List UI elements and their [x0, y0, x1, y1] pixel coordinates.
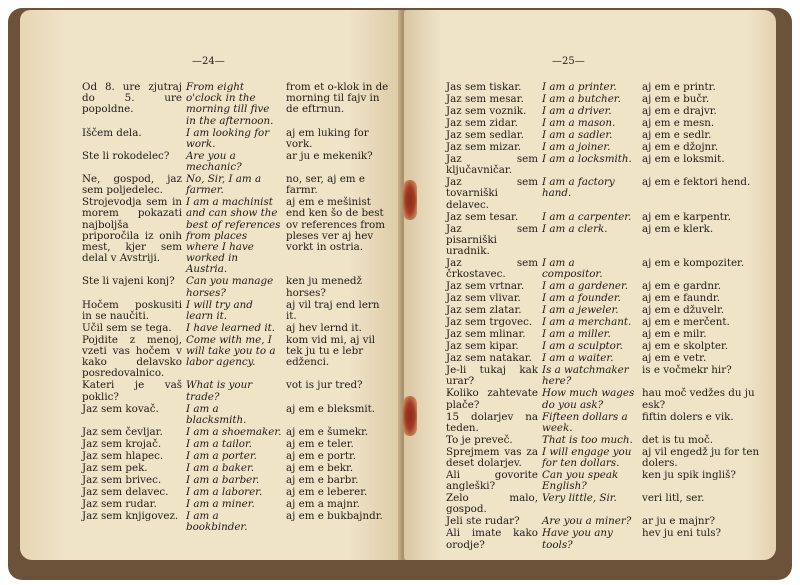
english-phrase: I am a shoemaker.: [186, 425, 282, 438]
english-phrase: I am a clerk.: [542, 222, 608, 235]
slovene-phrase: Hočem poskusiti in se naučiti.: [82, 298, 182, 322]
slovene-phrase: Jeli ste rudar?: [446, 515, 520, 528]
english-phrase: Very little, Sir.: [542, 492, 617, 505]
phrase-row: [82, 487, 392, 498]
pronunciation: aj em e portr.: [286, 449, 357, 462]
english-phrase: I am a butcher.: [542, 93, 621, 105]
slovene-phrase: 15 dolarjev na teden.: [446, 410, 538, 434]
phrase-row: [446, 412, 764, 434]
phrase-row: [446, 493, 764, 515]
phrase-row: [446, 516, 764, 527]
right-entries: [446, 82, 764, 552]
phrase-row: [446, 470, 764, 492]
phrase-row: [446, 281, 764, 292]
slovene-phrase: Jaz sem mlinar.: [446, 328, 526, 341]
english-phrase: I am a merchant.: [542, 316, 632, 329]
pronunciation: aj hev lernd it.: [286, 321, 362, 334]
phrase-row: [446, 447, 764, 469]
pronunciation: aj em e bleksmit.: [286, 402, 376, 415]
left-page: [20, 10, 402, 560]
phrase-row: [82, 380, 392, 402]
english-phrase: I am a carpenter.: [542, 210, 632, 223]
pronunciation: hev ju eni tuls?: [642, 527, 722, 540]
english-phrase: That is too much.: [542, 433, 633, 446]
slovene-phrase: Jaz sem rudar.: [82, 497, 157, 510]
pronunciation: aj em e klerk.: [642, 222, 714, 235]
slovene-phrase: Ste li rokodelec?: [82, 149, 170, 162]
pronunciation: aj em e sedlr.: [642, 129, 712, 141]
english-phrase: I have learned it.: [186, 321, 276, 334]
phrase-row: [82, 151, 392, 173]
phrase-row: [446, 154, 764, 176]
phrase-row: [446, 224, 764, 258]
phrase-row: [446, 329, 764, 340]
english-phrase: Have you any tools?: [542, 527, 613, 551]
phrase-row: [446, 118, 764, 129]
english-phrase: How much wages do you ask?: [542, 387, 635, 411]
phrase-row: [446, 94, 764, 105]
english-phrase: I am a tailor.: [186, 437, 253, 450]
slovene-phrase: Ali govorite angleški?: [446, 469, 538, 493]
pronunciation: det is tu moč.: [642, 433, 713, 446]
english-phrase: Come with me, I will take you to a labor agency.: [186, 333, 276, 369]
pronunciation: aj vil traj end lern it.: [286, 298, 380, 322]
phrase-row: [82, 174, 392, 196]
slovene-phrase: Sprejmem vas za deset dolarjev.: [446, 445, 538, 470]
phrase-row: [82, 499, 392, 510]
slovene-phrase: Jaz sem zidar.: [446, 117, 518, 129]
slovene-phrase: Jaz sem trgovec.: [446, 316, 533, 329]
english-phrase: I am a miner.: [186, 497, 255, 510]
phrase-row: [82, 197, 392, 275]
pronunciation: aj em e mesn.: [642, 117, 715, 129]
slovene-phrase: Jaz sem hlapec.: [82, 449, 164, 462]
slovene-phrase: To je preveč.: [446, 433, 513, 446]
pronunciation: aj em e kompoziter.: [642, 257, 745, 270]
right-page: [404, 10, 776, 560]
slovene-phrase: Iščem dela.: [82, 126, 142, 139]
phrase-row: [446, 388, 764, 410]
english-phrase: I am a driver.: [542, 105, 612, 117]
english-phrase: I am a founder.: [542, 292, 621, 305]
pronunciation: fiftin dolers e vik.: [642, 410, 734, 423]
phrase-row: [446, 82, 764, 93]
phrase-row: [446, 353, 764, 364]
phrase-row: [82, 300, 392, 322]
phrase-row: [446, 305, 764, 316]
english-phrase: I am a printer.: [542, 81, 617, 93]
pronunciation: aj em a majnr.: [286, 497, 360, 510]
slovene-phrase: Jaz sem črkostavec.: [446, 257, 538, 281]
phrase-row: [446, 106, 764, 117]
english-phrase: Fifteen dollars a week.: [542, 410, 628, 434]
right-page-number: —25—: [552, 56, 585, 67]
slovene-phrase: Jaz sem zlatar.: [446, 304, 522, 317]
english-phrase: Are you a miner?: [542, 515, 632, 528]
english-phrase: I am a machinist and can show the best of references from places where I have worked in Austria.: [186, 196, 281, 276]
phrase-row: [446, 142, 764, 153]
english-phrase: Can you manage horses?: [186, 275, 274, 299]
phrase-row: [82, 439, 392, 450]
phrase-row: [82, 451, 392, 462]
slovene-phrase: Jaz sem mizar.: [446, 141, 522, 153]
binding-stitch-top: [403, 180, 417, 220]
phrase-row: [82, 427, 392, 438]
phrase-row: [446, 365, 764, 387]
pronunciation: kom vid mi, aj vil tek ju tu e lebr edženci.: [286, 333, 376, 369]
phrase-row: [82, 475, 392, 486]
pronunciation: aj em e skolpter.: [642, 340, 729, 353]
english-phrase: I am a waiter.: [542, 352, 614, 365]
pronunciation: aj em e faundr.: [642, 292, 720, 305]
english-phrase: I am a factory hand.: [542, 176, 615, 200]
phrase-row: [446, 528, 764, 550]
english-phrase: I am a mason.: [542, 117, 616, 129]
slovene-phrase: Jaz sem brivec.: [82, 473, 162, 486]
english-phrase: Are you a mechanic?: [186, 149, 242, 174]
slovene-phrase: Jaz sem čevljar.: [82, 425, 163, 438]
binding-stitch-bottom: [403, 396, 417, 436]
english-phrase: I am looking for work.: [186, 126, 270, 150]
pronunciation: aj em e loksmit.: [642, 153, 725, 165]
pronunciation: aj em e bekr.: [286, 461, 354, 474]
phrase-row: [82, 404, 392, 426]
slovene-phrase: Jaz sem voznik.: [446, 105, 527, 117]
phrase-row: [446, 258, 764, 280]
english-phrase: I am a locksmith.: [542, 153, 632, 165]
phrase-row: [82, 128, 392, 150]
phrase-row: [446, 341, 764, 352]
pronunciation: from et o-klok in de morning til fajv in de eftrnun.: [286, 81, 389, 116]
phrase-row: [82, 511, 392, 533]
slovene-phrase: Jaz sem pisarniški uradnik.: [446, 222, 538, 258]
english-phrase: I am a gardener.: [542, 280, 629, 293]
pronunciation: aj em e bučr.: [642, 93, 710, 105]
pronunciation: aj em e bukbajndr.: [286, 509, 383, 522]
pronunciation: hau moč vedžes du ju esk?: [642, 387, 755, 411]
english-phrase: I am a bookbinder.: [186, 509, 248, 534]
pronunciation: ar ju e mekenik?: [286, 149, 373, 162]
english-phrase: I am a jeweler.: [542, 304, 619, 317]
english-phrase: From eight o'clock in the morning till five in the afternoon.: [186, 81, 274, 127]
pronunciation: veri litl, ser.: [642, 492, 705, 505]
english-phrase: What is your trade?: [186, 379, 253, 403]
slovene-phrase: Jaz sem kipar.: [446, 340, 519, 353]
slovene-phrase: Koliko zahtevate plače?: [446, 387, 538, 411]
phrase-row: [82, 323, 392, 334]
slovene-phrase: Jaz sem vrtnar.: [446, 280, 525, 293]
english-phrase: I am a laborer.: [186, 485, 263, 498]
slovene-phrase: Od 8. ure zjutraj do 5. ure popoldne.: [82, 81, 182, 116]
english-phrase: I am a compositor.: [542, 257, 603, 281]
slovene-phrase: Učil sem se tega.: [82, 321, 172, 334]
pronunciation: aj em e barbr.: [286, 473, 359, 486]
phrase-row: [446, 130, 764, 141]
phrase-row: [446, 212, 764, 223]
pronunciation: aj em e leberer.: [286, 485, 368, 498]
pronunciation: aj em e vetr.: [642, 352, 707, 365]
slovene-phrase: Jaz sem kovač.: [82, 402, 159, 415]
phrase-row: [446, 435, 764, 446]
pronunciation: aj em e printr.: [642, 81, 716, 93]
left-entries: [82, 82, 392, 534]
pronunciation: aj vil engedž ju for ten dolers.: [642, 445, 760, 470]
pronunciation: no, ser, aj em e farmr.: [286, 173, 365, 197]
phrase-row: [446, 293, 764, 304]
pronunciation: aj em e karpentr.: [642, 210, 731, 223]
slovene-phrase: Jaz sem ključavničar.: [446, 153, 538, 177]
slovene-phrase: Jaz sem krojač.: [82, 437, 162, 450]
pronunciation: ken ju menedž horses?: [286, 275, 362, 299]
english-phrase: Is a watchmaker here?: [542, 364, 629, 388]
slovene-phrase: Strojevodja sem in morem pokazati najboljša priporočila iz onih mest, kjer sem delal v Avstriji.: [82, 196, 182, 265]
slovene-phrase: Ne, gospod, jaz sem poljedelec.: [82, 173, 182, 197]
english-phrase: I am a miller.: [542, 328, 611, 341]
pronunciation: vot is jur tred?: [286, 379, 363, 392]
phrase-row: [82, 276, 392, 298]
slovene-phrase: Jas sem tiskar.: [446, 81, 522, 93]
slovene-phrase: Kateri je vaš poklic?: [82, 379, 182, 403]
pronunciation: aj em e mešinist end ken šo de best ov references from pleses ver aj hev vorkt in ostria.: [286, 196, 385, 254]
slovene-phrase: Ali imate kako orodje?: [446, 527, 538, 551]
slovene-phrase: Jaz sem mesar.: [446, 93, 524, 105]
english-phrase: Can you speak English?: [542, 469, 619, 493]
slovene-phrase: Je-li tukaj kak urar?: [446, 364, 538, 388]
pronunciation: aj em e teler.: [286, 437, 354, 450]
pronunciation: aj em e gardnr.: [642, 280, 722, 293]
pronunciation: aj em e milr.: [642, 328, 707, 341]
phrase-row: [82, 82, 392, 127]
english-phrase: I am a blacksmith.: [186, 402, 247, 426]
phrase-row: [446, 177, 764, 211]
english-phrase: I am a baker.: [186, 461, 255, 474]
phrase-row: [82, 335, 392, 380]
left-page-number: —24—: [192, 56, 225, 67]
slovene-phrase: Jaz sem pek.: [82, 461, 148, 474]
english-phrase: I am a joiner.: [542, 141, 611, 153]
pronunciation: aj em luking for vork.: [286, 126, 369, 150]
english-phrase: I am a porter.: [186, 449, 257, 462]
english-phrase: I will engage you for ten dollars.: [542, 445, 632, 470]
pronunciation: aj em e džojnr.: [642, 141, 719, 153]
pronunciation: aj em e džuvelr.: [642, 304, 725, 317]
slovene-phrase: Jaz sem delavec.: [82, 485, 169, 498]
english-phrase: No, Sir, I am a farmer.: [186, 173, 262, 197]
pronunciation: ar ju e majnr?: [642, 515, 715, 528]
english-phrase: I am a sculptor.: [542, 340, 623, 353]
english-phrase: I will try and learn it.: [186, 298, 253, 322]
pronunciation: is e vočmekr hir?: [642, 364, 732, 377]
slovene-phrase: Jaz sem vlivar.: [446, 292, 521, 305]
slovene-phrase: Jaz sem tesar.: [446, 210, 519, 223]
phrase-row: [446, 317, 764, 328]
pronunciation: ken ju spik ingliš?: [642, 469, 736, 482]
slovene-phrase: Jaz sem tovarniški delavec.: [446, 176, 538, 211]
pronunciation: aj em e drajvr.: [642, 105, 717, 117]
english-phrase: I am a barber.: [186, 473, 260, 486]
slovene-phrase: Pojdite z menoj, vzeti vas hočem v kako delavsko posredovalnico.: [82, 333, 182, 380]
slovene-phrase: Jaz sem knjigovez.: [82, 509, 179, 522]
slovene-phrase: Ste li vajeni konj?: [82, 275, 175, 288]
pronunciation: aj em e šumekr.: [286, 425, 369, 438]
pronunciation: aj em e fektori hend.: [642, 176, 751, 189]
slovene-phrase: Zelo malo, gospod.: [446, 492, 538, 516]
slovene-phrase: Jaz sem sedlar.: [446, 129, 524, 141]
english-phrase: I am a sadler.: [542, 129, 613, 141]
phrase-row: [82, 463, 392, 474]
slovene-phrase: Jaz sem natakar.: [446, 352, 532, 365]
pronunciation: aj em e merčent.: [642, 316, 730, 329]
